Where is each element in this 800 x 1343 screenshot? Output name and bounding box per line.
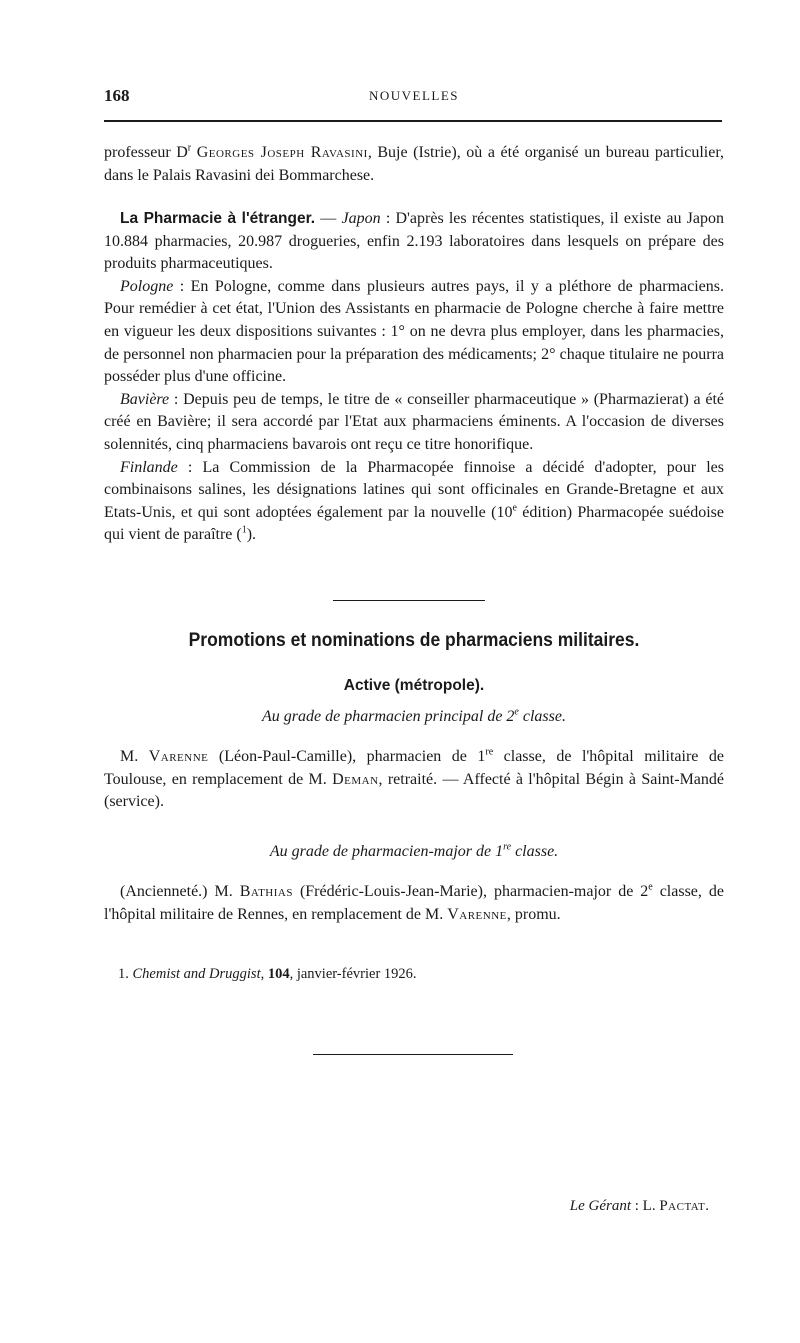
label-baviere: Bavière xyxy=(120,390,170,408)
edition-sup: e xyxy=(512,502,517,514)
bathias-sup: e xyxy=(648,881,653,893)
end-divider xyxy=(313,1054,513,1055)
grade-principal-heading xyxy=(104,708,724,726)
signature-end: . xyxy=(705,1198,709,1214)
text-japon: : D'après les récentes statistiques, il existe au Japon 10.884 pharmacies, 20.987 drogueries, enfin 2.193 laboratoires dans lesquels on prépare des produits pharmaceutiques. xyxy=(104,210,724,273)
varenne-sup: re xyxy=(485,746,494,758)
label-japon: Japon xyxy=(341,210,381,227)
grade1-sup: e xyxy=(514,706,519,718)
person-name-varenne-2: Varenne xyxy=(447,905,507,923)
label-pologne: Pologne xyxy=(120,277,174,295)
text-finlande-2: édition) Pharmacopée suédoise qui vient de paraître ( xyxy=(104,503,725,544)
finlande-paragraph xyxy=(104,457,724,547)
person-name-varenne: Varenne xyxy=(148,748,209,765)
person-name-bathias: Bathias xyxy=(239,883,293,900)
footnote-ref: 1 xyxy=(241,524,247,536)
baviere-paragraph xyxy=(104,389,724,457)
section-heading-pharmacie: La Pharmacie à l'étranger. xyxy=(120,210,316,227)
grade2-text: Au grade de pharmacien-major de 1 xyxy=(269,843,504,860)
varenne-text-3: , retraité. — Affecté à l'hôpital Bégin à Saint-Mandé (service). xyxy=(104,770,725,811)
doctor-abbrev-sup: r xyxy=(187,142,192,154)
japon-paragraph xyxy=(104,208,724,276)
header-rule xyxy=(104,120,722,122)
signature xyxy=(570,1198,709,1215)
grade1-text: Au grade de pharmacien principal de 2 xyxy=(262,708,515,725)
intro-text-rest: , Buje (Istrie), où a été organisé un bureau particulier, dans le Palais Ravasini dei Bommarchese. xyxy=(104,144,725,184)
person-name-ravasini: Georges Joseph Ravasini xyxy=(196,144,368,161)
running-title: NOUVELLES xyxy=(368,88,460,103)
grade1-text-end: classe. xyxy=(518,708,566,725)
varenne-text-2: classe, de l'hôpital militaire de Toulouse, en remplacement de M. xyxy=(104,748,724,788)
intro-paragraph xyxy=(104,142,724,187)
signature-label: Le Gérant xyxy=(569,1198,631,1214)
signature-name: Pactat xyxy=(659,1198,706,1214)
grade2-sup: re xyxy=(503,841,512,853)
bathias-text: (Frédéric-Louis-Jean-Marie), pharmacien-major de 2 xyxy=(292,883,649,900)
label-finlande: Finlande xyxy=(120,458,178,476)
bathias-text-2: classe, de l'hôpital militaire de Rennes, en remplacement de M. xyxy=(104,883,724,923)
bathias-prefix: (Ancienneté.) M. xyxy=(120,883,240,900)
footnote-date: , janvier-février 1926. xyxy=(289,966,417,982)
footnote xyxy=(118,966,417,983)
bathias-text-3: , promu. xyxy=(506,905,561,923)
footnote-number: 1. xyxy=(118,966,133,982)
text-baviere: : Depuis peu de temps, le titre de « conseiller pharmaceutique » (Pharmazierat) a été créé en Bavière; il sera accordé par l'Etat aux pharmaciens éminents. A l'occasion de diverses solennités, cinq pharmaciens bavarois ont reçu ce titre honorifique. xyxy=(104,390,724,453)
grade-major-heading xyxy=(104,843,724,861)
dash: — xyxy=(315,210,342,227)
varenne-prefix: M. xyxy=(120,748,149,765)
varenne-paragraph xyxy=(104,746,724,814)
pharmacie-etranger-section xyxy=(104,208,724,547)
page-number: 168 xyxy=(104,86,130,105)
person-name-deman: Deman xyxy=(332,770,379,788)
pologne-paragraph xyxy=(104,276,724,389)
text-finlande: : La Commission de la Pharmacopée finnoise a décidé d'adopter, pour les combinaisons salines, les désignations latines qui sont officinales en Grande-Bretagne et aux Etats-Unis, et qui sont adoptées également par la nouvelle (10 xyxy=(104,458,724,521)
footnote-journal: Chemist and Druggist xyxy=(132,966,261,982)
signature-initial: L. xyxy=(642,1198,660,1214)
bathias-paragraph xyxy=(104,881,724,926)
text-finlande-3: ). xyxy=(246,526,257,544)
section-divider xyxy=(333,600,485,601)
footnote-volume: 104 xyxy=(267,966,290,982)
active-heading: Active (métropole). xyxy=(343,677,485,694)
grade2-text-end: classe. xyxy=(511,843,559,860)
text-pologne: : En Pologne, comme dans plusieurs autres pays, il y a pléthore de pharmaciens. Pour remédier à cet état, l'Union des Assistants en pharmacie de Pologne cherche à faire mettre en vigueur les deux dispositions suivantes : 1° on ne devra plus employer, dans les pharmacies, de personnel non pharmacien pour la préparation des médicaments; 2° chaque titulaire ne pourra posséder plus d'une officine. xyxy=(104,277,724,386)
signature-separator: : xyxy=(631,1198,643,1214)
varenne-text: (Léon-Paul-Camille), pharmacien de 1 xyxy=(208,748,486,765)
intro-text: professeur D xyxy=(104,144,188,161)
running-head xyxy=(104,86,724,110)
footnote-separator: , xyxy=(260,966,268,982)
promotions-title: Promotions et nominations de pharmaciens militaires. xyxy=(188,630,640,651)
